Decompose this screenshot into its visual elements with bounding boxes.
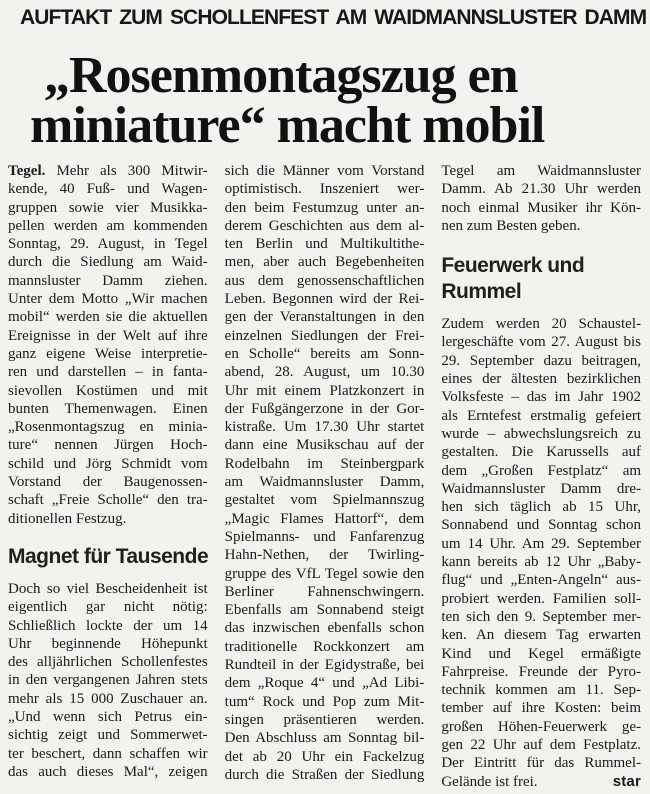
- text-line: Hahn-Nethen, der Twirling-: [224, 547, 425, 564]
- text-line: technik kommen am 11. Sep-: [441, 682, 642, 699]
- text-line: „Magic Flames Hattorf“, dem: [224, 510, 425, 527]
- text-line: en Scholle“ bereits am Sonn-: [224, 345, 425, 362]
- column-3: [441, 162, 641, 791]
- text-line: Uhr mit einem Platzkonzert in: [224, 382, 425, 399]
- text-line: aus dem genossenschaftlichen: [224, 272, 425, 289]
- headline-line-1: „Rosenmontagszug en: [44, 47, 518, 104]
- text-line: abend, 28. August, um 10.30: [224, 364, 425, 381]
- text-line: Sonnabend und Sonntag schon: [441, 517, 642, 534]
- main-headline: [30, 47, 641, 154]
- text-line: singen präsentieren werden.: [224, 711, 425, 728]
- text-line: Ebenfalls am Sonnabend steigt: [224, 602, 425, 619]
- text-line: ren und darstellen – in fanta-: [8, 364, 208, 381]
- text-line: Schließlich lockte der um 14: [8, 617, 208, 634]
- text-line: schaft „Freie Scholle“ den tra-: [8, 492, 208, 509]
- text-line: ter beschert, dann schaffen wir: [8, 745, 208, 762]
- kicker-headline: AUFTAKT ZUM SCHOLLENFEST AM WAIDMANNSLUSTER DAMM: [20, 6, 647, 29]
- text-line: den beim Festumzug unter an-: [224, 199, 425, 216]
- text-line: Uhr beginnende Höhepunkt: [8, 635, 208, 652]
- text-line: tum“ Rock und Pop zum Mit-: [224, 693, 425, 710]
- text-line: pellen werden am kommenden: [8, 217, 208, 234]
- text-line: Zudem werden 20 Schaustel-: [441, 316, 642, 333]
- dateline: Tegel.: [8, 163, 46, 179]
- text-line: mehr als 15 000 Zuschauer an.: [8, 690, 208, 707]
- text-line: das inzwischen ebenfalls schon: [224, 620, 425, 637]
- text-line: Berliner Fahnenschwingern.: [224, 583, 425, 600]
- closing-line-row: [441, 773, 641, 791]
- closing-text: Gelände ist frei.: [441, 773, 538, 790]
- text-line: gestaltet vom Spielmannszug: [224, 492, 425, 509]
- text-line: dem „Großen Festplatz“ am: [441, 462, 642, 479]
- text-line: ture“ nennen Jürgen Hoch-: [8, 437, 208, 454]
- paragraph-continuation: [225, 162, 425, 784]
- author-abbreviation: star: [612, 772, 642, 790]
- text-line: Unter dem Motto „Wir machen: [8, 291, 208, 308]
- text-line: Spielmanns- und Fanfarenzug: [224, 528, 425, 545]
- subhead-line-1: Feuerwerk und: [441, 254, 585, 278]
- text-line: schild und Jörg Schmidt vom: [8, 455, 208, 472]
- text-line: gestalten. Die Karussells auf: [441, 444, 642, 461]
- text-line: Der Eintritt für das Rummel-: [441, 755, 642, 772]
- text-line: einzelnen Siedlungen der Frei-: [224, 327, 425, 344]
- subheading-feuerwerk-und-rummel: [441, 253, 641, 305]
- text-line: gruppen sowie vier Musikka-: [8, 199, 208, 216]
- subhead-line-2: Rummel: [441, 280, 522, 304]
- text-line: Sonntag, 29. August, in Tegel: [8, 236, 208, 253]
- paragraph-rummel: [441, 315, 641, 772]
- text-line: probiert werden. Familien soll-: [441, 590, 642, 607]
- text-line: lergeschäfte vom 27. August bis: [441, 334, 642, 351]
- text-line: kistraße. Um 17.30 Uhr startet: [224, 419, 425, 436]
- text-line: ganz eigene Weise interpretie-: [8, 345, 208, 362]
- text-line: ditionellen Festzug.: [8, 510, 127, 527]
- text-line: Rodelbahn im Steinbergpark: [224, 455, 425, 472]
- text-line: men, aber auch Begebenheiten: [224, 254, 425, 271]
- text-line: eigentlich gar nicht nötig:: [8, 599, 208, 616]
- text-line: noch einmal Musiker ihr Kön-: [441, 199, 642, 216]
- text-line: dem „Roque 4“ und „Ad Libi-: [224, 675, 425, 692]
- text-line: sievollen Kostümen und mit: [8, 382, 208, 399]
- text-line: Leben. Begonnen wird der Rei-: [224, 291, 425, 308]
- text-line: Ereignisse in der Welt auf ihre: [8, 327, 208, 344]
- text-line: durch die Siedlung am Waid-: [8, 254, 208, 271]
- text-line: tember auf ihre Kosten: beim: [441, 700, 642, 717]
- text-line: am Waidmannsluster Damm,: [224, 474, 425, 491]
- text-line: hen sich täglich ab 15 Uhr,: [441, 499, 642, 516]
- text-line: wurde – abwechslungsreich zu: [441, 425, 642, 442]
- text-line: „Rosenmontagszug en minia-: [8, 419, 208, 436]
- headline-line-2: miniature“ macht mobil: [30, 97, 545, 154]
- text-line: nen zum Besten geben.: [441, 217, 581, 234]
- text-line: derem Geschichten aus dem al-: [224, 217, 425, 234]
- text-line: Kind und Kegel ermäßigte: [441, 645, 642, 662]
- text-line: sichtig zeigt und Sommerwet-: [8, 727, 208, 744]
- text-line: großen Höhen-Feuerwerk ge-: [441, 718, 642, 735]
- text-line: gruppe des VfL Tegel sowie den: [224, 565, 425, 582]
- text-line: das auch dieses Mal“, zeigen: [8, 763, 208, 780]
- text-line: kann bereits ab 12 Uhr „Baby-: [441, 554, 642, 571]
- column-1: [8, 162, 208, 791]
- text-line: gen 22 Uhr auf dem Festplatz.: [441, 737, 642, 754]
- text-line: mannsluster Damm ziehen.: [8, 272, 208, 289]
- text-line-dateline: [8, 162, 208, 180]
- paragraph-lines: [8, 180, 208, 509]
- text-line: gen der Veranstaltungen in den: [224, 309, 425, 326]
- text-line: „Und wenn sich Petrus ein-: [8, 709, 208, 726]
- paragraph-intro: [8, 162, 208, 528]
- text-line: sich die Männer vom Vorstand: [224, 163, 425, 179]
- text-line: um 14 Uhr. Am 29. September: [441, 535, 642, 552]
- text-line: Damm. Ab 21.30 Uhr werden: [441, 181, 642, 198]
- paragraph-magnet: [8, 580, 208, 781]
- text-line: 29. September dazu beitragen,: [441, 352, 642, 369]
- text-line: det ab 20 Uhr ein Fackelzug: [224, 748, 425, 765]
- text-line: Tegel am Waidmannsluster: [441, 163, 642, 179]
- text-line: als Erntefest erstmalig gefeiert: [441, 407, 642, 424]
- text-line: Fahrpreise. Freunde der Pyro-: [441, 663, 642, 680]
- dateline-rest: Mehr als 300 Mitwir-: [56, 163, 208, 179]
- article-columns: [0, 162, 650, 791]
- paragraph-lines: [441, 162, 641, 217]
- text-line: durch die Straßen der Siedlung: [224, 766, 425, 783]
- text-line: dann eine Musikschau auf der: [224, 437, 425, 454]
- text-line: ten Berlin und Multikultithe-: [224, 236, 425, 253]
- paragraph-fackelzug: [441, 162, 641, 235]
- subheading-magnet-fuer-tausende: Magnet für Tausende: [8, 544, 209, 568]
- text-line: ken. An diesem Tag erwarten: [441, 627, 642, 644]
- text-line: Doch so viel Bescheidenheit ist: [8, 580, 208, 597]
- text-line: optimistisch. Inszeniert wer-: [224, 181, 425, 198]
- text-line: Den Abschluss am Sonntag bil-: [224, 730, 425, 747]
- text-line: ten sich den 9. September mer-: [441, 608, 642, 625]
- text-line: Volksfeste – das im Jahr 1902: [441, 389, 642, 406]
- text-line: des alljährlichen Schollenfestes: [8, 654, 208, 671]
- text-line: der Fußgängerzone in der Gor-: [224, 400, 425, 417]
- text-line: eines der ältesten bezirklichen: [441, 371, 642, 388]
- text-line: Rundteil in der Egidystraße, bei: [224, 657, 425, 674]
- text-line: Vorstand der Baugenossen-: [8, 474, 208, 491]
- column-2: [225, 162, 425, 791]
- text-line: in den vergangenen Jahren stets: [8, 672, 208, 689]
- text-line: kende, 40 Fuß- und Wagen-: [8, 181, 208, 198]
- text-line: mobil“ werden sie die aktuellen: [8, 309, 208, 326]
- text-line: traditionelle Rockkonzert am: [224, 638, 425, 655]
- text-line: flug“ und „Enten-Angeln“ aus-: [441, 572, 642, 589]
- text-line: bunten Themenwagen. Einen: [8, 400, 208, 417]
- text-line: Waidmannsluster Damm dre-: [441, 480, 642, 497]
